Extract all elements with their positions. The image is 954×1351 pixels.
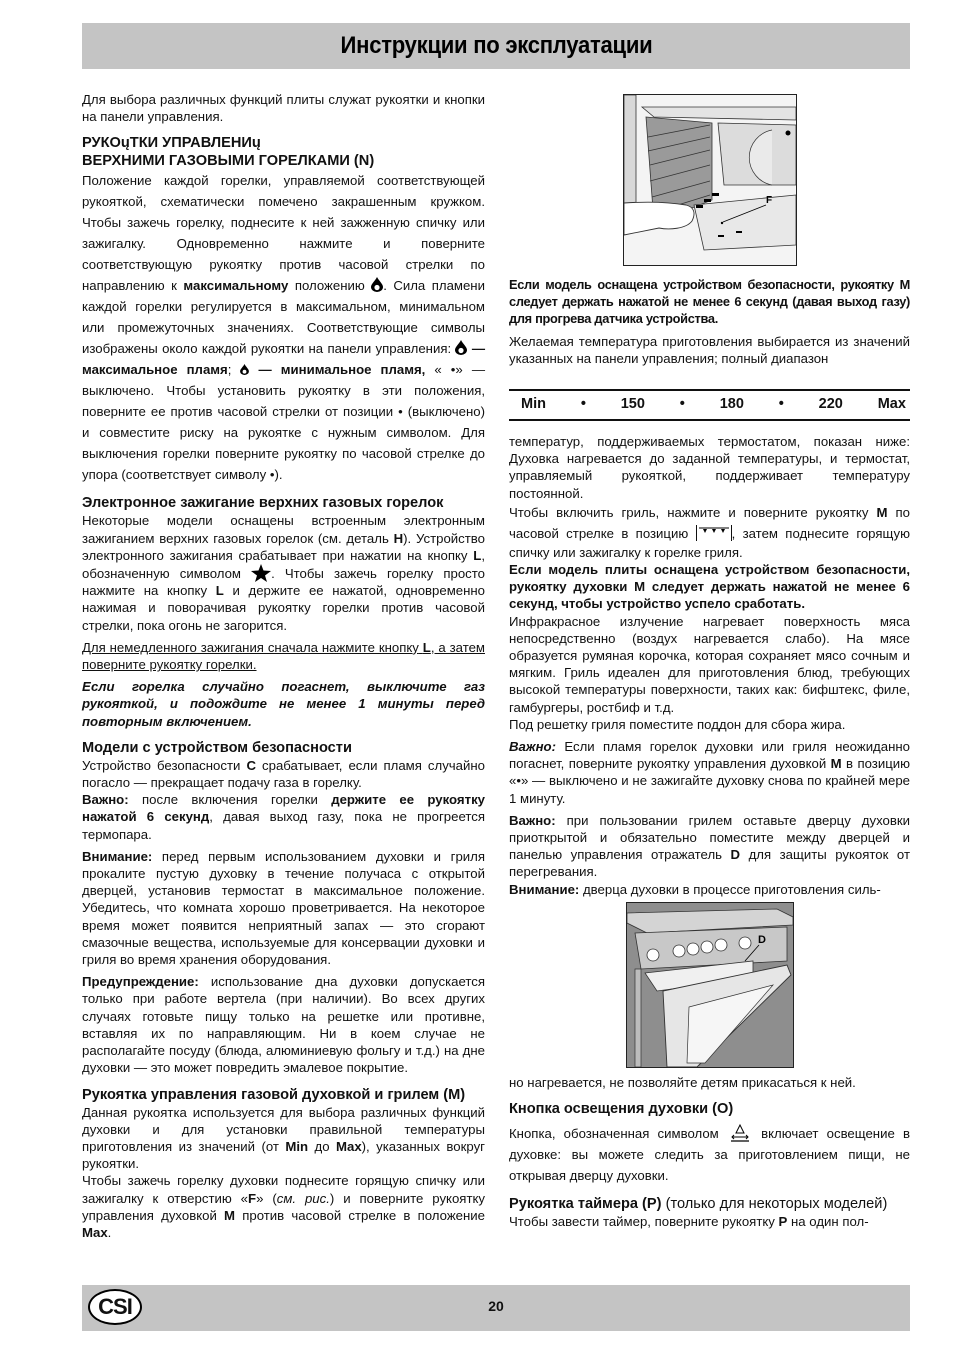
text-bold: F: [248, 1190, 257, 1206]
label-important: Важно:: [509, 812, 556, 828]
temp-scale-max: Max: [877, 396, 906, 413]
timer-paragraph: [509, 1213, 910, 1230]
temp-scale-220: 220: [818, 396, 843, 413]
figure-label-f: F: [765, 195, 772, 206]
grill-instructions: [509, 502, 910, 561]
safety-heading: Модели с устройством безопасности: [82, 739, 352, 756]
tray-paragraph: Под решетку гриля поместите поддон для сбора жира.: [509, 716, 846, 732]
ignition-warning: Если горелка случайно погаснет, выключите газ рукояткой, и подождите не менее 1 минуты перед повторным включением.: [82, 679, 485, 729]
text: Некоторые модели оснащены встроенным электронным зажиганием верхних газовых горелок (см. деталь: [82, 513, 485, 546]
oven-light-icon: [727, 1123, 753, 1143]
right-column: [509, 91, 910, 1230]
text-bold: — минимальное пламя,: [258, 362, 426, 378]
max-flame-icon: [371, 277, 383, 292]
text: . Чтобы зажечь горелку просто нажмите на кнопку: [82, 566, 485, 599]
text: Чтобы зажечь горелку духовки поднесите горящую спичку или зажигалку к отверстию «: [82, 1173, 485, 1206]
text: при пользовании грилем оставьте дверцу духовки приоткрытой и обязательно поместите между дверцей и панелью управления отражатель: [509, 812, 911, 863]
temperature-scale: [509, 389, 910, 421]
right-safety-bold: Если модель оснащена устройством безопасности, рукоятку M следует держать нажатой не менее 6 секунд (давая выход газу) для прогрева датчика устройства.: [509, 277, 910, 327]
ignition-paragraph: [82, 512, 485, 633]
off-symbol: « •»: [434, 362, 463, 378]
text: , обозначенную символом: [82, 547, 485, 582]
text: . Сила пламени каждой горелки регулируется в максимальном, минимальном или промежуточных значениях. Соответствующие символы изображены около каждой рукоятки на панели управления:: [82, 278, 485, 357]
safety-warning: [82, 973, 485, 1076]
label-important: Важно:: [82, 792, 129, 808]
header-bar: [82, 23, 910, 69]
text-bold: Max: [336, 1138, 362, 1154]
grill-position-icon: [696, 525, 732, 541]
text-bold: максимальному: [183, 278, 289, 294]
temp-scale-min: Min: [521, 396, 546, 413]
text: Если пламя горелок духовки или гриля неожиданно погаснет, поверните рукоятку управления духовкой: [509, 739, 910, 772]
text-bold: P: [778, 1214, 788, 1230]
text-bold: L: [473, 547, 482, 563]
burners-heading-line1: РУКОųТКИ УПРАВЛЕНИų: [82, 135, 261, 152]
text: , давая выход газу, пока не прогреется термопара.: [82, 809, 485, 842]
text-bold: D: [730, 847, 741, 863]
text: ), указанных вокруг рукоятки.: [82, 1138, 485, 1172]
footer-bar: [82, 1285, 910, 1331]
text-bold: — максимальное пламя: [82, 341, 485, 378]
temp-scale-dot: •: [580, 396, 586, 413]
text: на один пол-: [791, 1214, 869, 1230]
text: по часовой стрелке в позицию: [509, 504, 911, 541]
text-bold: M: [224, 1207, 236, 1223]
left-column: [82, 91, 485, 1241]
text: для защиты рукояток от перегревания.: [509, 847, 910, 880]
temp-intro: Желаемая температура приготовления выбирается из значений указанных на панели управления; полный диапазон: [509, 333, 910, 366]
text: включает освещение в духовке: вы можете следить за приготовлением пищи, не открывая дверцу духовки.: [509, 1126, 910, 1184]
oven-interior-illustration: [623, 94, 797, 266]
text-bold: Min: [285, 1138, 309, 1154]
page-number: 20: [488, 1298, 504, 1314]
text: , затем поднесите горящую спичку или зажигалку к горелке гриля.: [509, 525, 910, 560]
text: Данная рукоятка используется для выбора различных функций духовки и для установки правильной температуры приготовления из значений (от: [82, 1104, 485, 1154]
safety-important: [82, 791, 485, 843]
light-heading: Кнопка освещения духовки (O): [509, 1101, 734, 1118]
text: ). Устройство электронного зажигания срабатывает при нажатии на кнопку: [82, 530, 485, 563]
text: Положение каждой горелки, управляемой соответствующей рукояткой, схематически помечено закрашенным кружком. Чтобы зажечь горелку, поднесите к ней зажженную спичку или зажигалку. Одновременно нажмите и поверните соответствующую рукоятку против часовой стрелки по направлению к: [82, 173, 485, 294]
oven-knob-paragraph: [82, 1104, 485, 1173]
spark-star-icon: [251, 564, 271, 582]
text-bold: H: [393, 530, 404, 546]
text: ) и поверните рукоятку управления духовкой: [82, 1190, 485, 1223]
burners-heading-line2: ВЕРХНИМИ ГАЗОВЫМИ ГОРЕЛКАМИ (N): [82, 153, 375, 170]
oven-knob-heading: Рукоятка управления газовой духовкой и грилем (M): [82, 1086, 466, 1103]
label-warning: Предупреждение:: [82, 974, 199, 990]
light-paragraph: [509, 1123, 910, 1186]
timer-heading: [509, 1195, 910, 1213]
attention-door-hot-cont: но нагревается, не позволяйте детям прикасаться к ней.: [509, 1074, 856, 1090]
text: в позицию «•» — выключено и не зажигайте духовку снова по крайней мере 1 минуту.: [509, 756, 911, 806]
ignition-heading: Электронное зажигание верхних газовых горелок: [82, 495, 444, 512]
text: дверца духовки в процессе приготовления силь-: [582, 881, 881, 897]
label-attention: Внимание:: [82, 848, 153, 864]
infrared-paragraph: Инфракрасное излучение нагревает поверхность мяса непосредственно (воздух нагревается слабо). На мясе образуется румяная корочка, которая сохраняет мясо сочным и мягким. Гриль идеален для приготовления блюд, требующих высокой температуры поверхности, таких как: бифштекс, филе, гамбургеры, ростбиф и т.д.: [509, 613, 910, 715]
text: .: [107, 1224, 112, 1240]
text-bold: M: [876, 504, 888, 520]
text: использование дна духовки допускается только при работе вертела (при наличии). Во всех других случаях готовьте пищу только на решетке или противне, вставляя их по направляющим. Ни в коем случае не располагайте посуду (блюда, алюминиевую фольгу и т.д.) на дне духовки — это может повредить эмалевое покрытие.: [82, 974, 485, 1076]
max-flame-icon: [455, 340, 467, 355]
attention-door-hot: [509, 881, 910, 898]
oven-door-reflector-illustration: [626, 902, 794, 1068]
text: , а затем поверните рукоятку горелки.: [82, 639, 485, 673]
figure-label-d: D: [757, 933, 766, 946]
text: » (: [256, 1190, 277, 1206]
text: Для немедленного зажигания сначала нажмите кнопку: [82, 639, 419, 655]
safety-paragraph: [82, 757, 485, 791]
text: срабатывает, если пламя случайно погасло — прекращает подачу газа в горелку.: [82, 757, 485, 791]
burners-paragraph: [82, 170, 485, 485]
text-bold: L: [215, 583, 224, 599]
text: против часовой стрелке в положение: [242, 1207, 485, 1223]
text: Устройство безопасности: [82, 757, 241, 773]
text-bold: держите ее рукоятку нажатой 6 секунд: [82, 792, 486, 825]
text: ;: [227, 362, 232, 378]
csi-logo: CSI: [88, 1289, 142, 1325]
important-flame-out: [509, 738, 910, 807]
ignition-underlined-note: [82, 639, 485, 673]
text-bold: C: [246, 757, 256, 773]
text-bold: L: [422, 639, 431, 655]
grill-safety-bold: Если модель плиты оснащена устройством безопасности, рукоятку духовки M следует держать нажатой не менее 6 секунд, чтобы устройство успело сработать.: [509, 562, 910, 612]
text-bold: M: [830, 756, 842, 772]
text-italic: см. рис.: [276, 1190, 330, 1206]
page-title: Инструкции по эксплуатации: [340, 32, 652, 59]
text: после включения горелки: [141, 792, 318, 808]
label-attention: Внимание:: [509, 881, 580, 897]
text: Чтобы завести таймер, поверните рукоятку: [509, 1214, 775, 1230]
text: (только для некоторых моделей): [665, 1196, 888, 1213]
text: положению: [294, 278, 365, 294]
temp-continued: температур, поддерживаемых термостатом, показан ниже: Духовка нагревается до заданной температуры, и термостат, управляемый рукояткой, поддерживает температуру постоянной.: [509, 434, 910, 501]
text: Кнопка, обозначенная символом: [509, 1126, 719, 1142]
text: Чтобы включить гриль, нажмите и поверните рукоятку: [509, 504, 869, 520]
label-important: Важно:: [509, 739, 556, 755]
temp-scale-dot: •: [778, 396, 784, 413]
safety-attention: [82, 848, 485, 968]
temp-scale-dot: •: [679, 396, 685, 413]
intro-paragraph: Для выбора различных функций плиты служат рукоятки и кнопки на панели управления.: [82, 92, 485, 125]
important-grill-door: [509, 812, 910, 881]
text: и держите ее нажатой, одновременно нажимая и поворачивая рукоятку горелки против часовой стрелки, пока огонь не загорится.: [82, 583, 485, 633]
burners-heading: [82, 134, 485, 170]
min-flame-icon: [240, 364, 249, 375]
text-bold: Рукоятка таймера (P): [509, 1196, 662, 1213]
temp-scale-180: 180: [719, 396, 744, 413]
text: до: [314, 1138, 330, 1154]
text: — выключено. Чтобы установить рукоятку в эти положения, поверните ее против часовой стрелки от позиции • (выключено) и совместите риску на рукоятке с нужным символом. Для выключения горелки поверните рукоятку по часовой стрелке до упора (соответствует символу •).: [82, 362, 485, 483]
text: перед первым использованием духовки и гриля прокалите пустую духовку в течение получаса с открытой дверцей, установив термостат в максимальное положение. Убедитесь, что комната хорошо проветривается. На некоторое время может появится неприятный запах — это сгорают смазочные вещества, используемые для консервации духовки и гриля во время хранения оборудования.: [82, 848, 485, 968]
text-bold: Max: [82, 1224, 108, 1240]
temp-scale-150: 150: [620, 396, 645, 413]
oven-knob-ignite-paragraph: [82, 1172, 485, 1241]
